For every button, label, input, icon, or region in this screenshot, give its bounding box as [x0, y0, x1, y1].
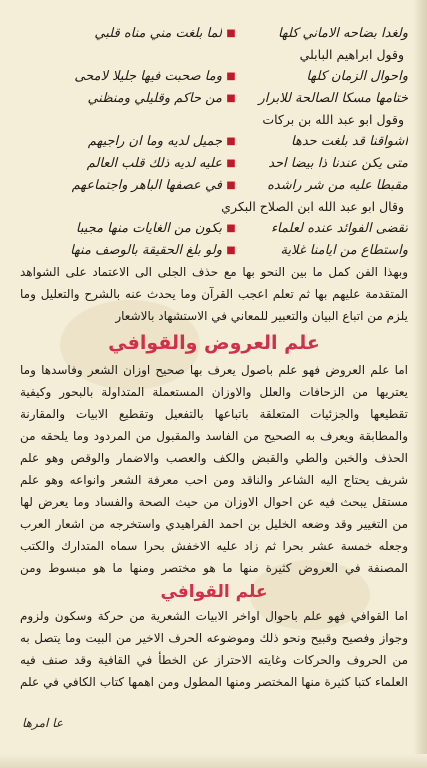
prose-paragraph: وبهذا الفن كمل ما بين النحو بها مع حذف الجلى الى الاعتماد على الشواهد المتقدمة عليهم بها ثم تعلم اعجب القرآن وما يحدث عنه بالشرح والتعليل وما يلزم من اتباع البيان والتعبير للمعاني في الاستشهاد بالاشعار: [20, 265, 408, 323]
verse-line: [20, 22, 408, 44]
verse-hemistich-left: لما بلغت مني مناه قلبي: [94, 25, 222, 41]
poet-introduction: وقول ابراهيم البابلي: [299, 47, 404, 62]
page-bottom-edge: [0, 754, 427, 768]
page-edge-shadow: [413, 0, 427, 768]
red-verse-marker-icon: ■: [226, 244, 236, 256]
prose-paragraph: اما علم العروض فهو علم باصول يعرف بها صحيح اوزان الشعر وفاسدها وما يعتريها من الزحافات والعلل والاوزان المستعملة المتداولة بالبحور وكيفية تقطيعها والجزئيات المتعلقة باتباعها بالتفعيل وتقطيع الابيات والمقارنة والمطابقة ويعرف به الصحيح من الفاسد والمقبول من المردود وما يلحقه من الحذف والخبن والطي والقبض والكف والعصب والاضمار والوقص وهو علم شريف يحتاج اليه الشاعر والناقد ومن احب معرفة الشعر وانواعه وهو علم مستقل يبحث فيه عن احوال الاوزان من حيث الصحة والفساد وما يعرض لها من التغيير وقد وضعه الخليل بن احمد الفراهيدي واستخرجه من اشعار العرب وجعله خمسة عشر بحرا ثم زاد عليه الاخفش بحرا سماه المتدارك والكتب المصنفة في العروض كثيرة منها ما هو مختصر ومنها ما هو مبسوط ومن: [20, 363, 408, 575]
verse-hemistich-left: ولو بلغ الحقيقة بالوصف منها: [70, 242, 222, 258]
red-verse-marker-icon: ■: [226, 70, 236, 82]
manuscript-text: [20, 22, 408, 693]
verse-hemistich-right: واستطاع من ايامنا غلاية: [280, 242, 408, 258]
verse-line: [20, 174, 408, 196]
verse-hemistich-right: اشواقنا قد بلغت حدها: [291, 133, 408, 149]
red-verse-marker-icon: ■: [226, 179, 236, 191]
red-verse-marker-icon: ■: [226, 157, 236, 169]
poet-introduction: وقال ابو عبد الله ابن الصلاح البكري: [221, 199, 404, 214]
verse-hemistich-right: ختامها مسكا الصالحة للابرار: [258, 90, 408, 106]
catchword: عا امرها: [22, 716, 63, 730]
verse-hemistich-right: واحوال الزمان كلها: [306, 68, 408, 84]
verse-hemistich-right: مقبطا عليه من شر راشده: [267, 177, 408, 193]
verse-hemistich-left: وما صحبت فيها جليلا لامحى: [74, 68, 222, 84]
verse-line: [20, 87, 408, 109]
verse-hemistich-right: تقضى الفوائد عنده لعلماء: [270, 220, 408, 236]
verse-hemistich-right: متى يكن عندنا ذا بيضا احد: [268, 155, 408, 171]
verse-line: [20, 65, 408, 87]
verse-hemistich-right: ولغدا بضاحه الاماني كلها: [277, 25, 408, 41]
red-verse-marker-icon: ■: [226, 27, 236, 39]
red-verse-marker-icon: ■: [226, 92, 236, 104]
verse-hemistich-left: جميل لديه وما ان راجيهم: [87, 133, 222, 149]
verse-hemistich-left: بكون من الغايات منها مجيبا: [75, 220, 222, 236]
verse-hemistich-left: في عصفها الباهر واجتماعهم: [71, 177, 222, 193]
verse-line: [20, 130, 408, 152]
verse-hemistich-left: من حاكم وقليلي ومنظني: [87, 90, 222, 106]
red-verse-marker-icon: ■: [226, 222, 236, 234]
verse-line: [20, 152, 408, 174]
poet-introduction: وقول ابو عبد الله بن بركات: [262, 112, 404, 127]
prose-paragraph: اما القوافي فهو علم باحوال اواخر الابيات الشعرية من حركة وسكون ولزوم وجواز وفصيح وقبيح ونحو ذلك وموضوعه الحرف الاخير من البيت وما يتصل به من الحروف والحركات وغايته الاحتراز عن الخطأ في القافية وقد صنف فيه العلماء كتبا كثيرة منها المختصر ومنها المطول ومن اهمها كتاب الكافي في علم: [20, 609, 408, 689]
red-verse-marker-icon: ■: [226, 135, 236, 147]
verse-line: [20, 239, 408, 261]
verse-line: [20, 217, 408, 239]
verse-hemistich-left: عليه لديه ذلك قلب العالم: [86, 155, 222, 171]
section-heading-rhyme: علم القوافي: [160, 582, 268, 602]
section-heading-prosody: علم العروض والقوافي: [108, 332, 320, 354]
